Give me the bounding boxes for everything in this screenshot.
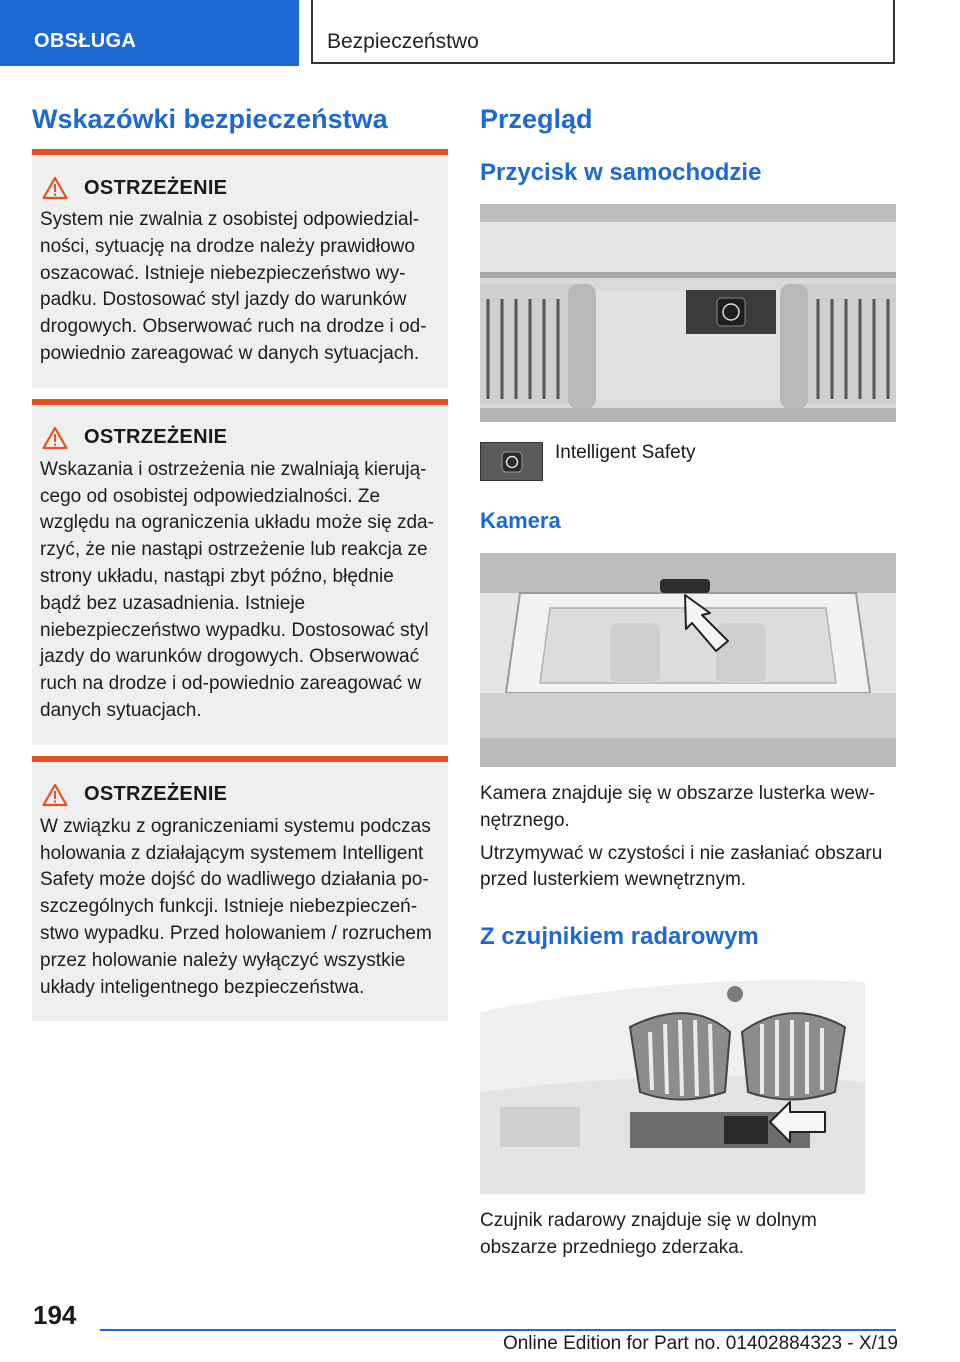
- chapter-label: Bezpieczeństwo: [327, 30, 479, 53]
- camera-heading: Kamera: [480, 508, 561, 533]
- warning-text: Wskazania i ostrzeżenia nie zwalniają kierują-cego od osobistej odpowiedzialności. Ze względu na ograniczenia układu może się zda-rzyć, że nie nastąpi ostrzeżenie lub reakcja ze strony układu, nastąpi zbyt późno, błędnie bądź bez uzasadnienia. Istnieje niebezpieczeństwo wypadku. Dostosować styl jazdy do warunków drogowych. Obserwować ruch na drodze i od-powiednio zareagować w danych sytuacjach.: [40, 458, 434, 721]
- warning-label: OSTRZEŻENIE: [84, 426, 228, 449]
- page-header: [0, 0, 960, 66]
- intelligent-safety-button-icon: [480, 442, 543, 481]
- radar-location-text: Czujnik radarowy znajduje się w dolnym obszarze przedniego zderzaka.: [480, 1210, 817, 1258]
- radar-heading: Z czujnikiem radarowym: [480, 923, 759, 951]
- warning-header: [40, 780, 440, 810]
- camera-care-text: Utrzymywać w czystości i nie zasłaniać obszaru przed lusterkiem wewnętrznym.: [480, 842, 883, 891]
- warning-text: System nie zwalnia z osobistej odpowiedzial-ności, sytuację na drodze należy prawidłowo oszacować. Istnieje niebezpieczeństwo wy-padku. Dostosować styl jazdy do warunków drogowych. Obserwować ruch na drodze i od-powiednio zareagować w danych sytuacjach.: [40, 209, 427, 364]
- warning-header: [40, 173, 440, 203]
- left-column: [32, 100, 448, 1021]
- camera-image: [480, 553, 896, 767]
- warning-triangle-icon: [42, 426, 68, 450]
- section-tab: [0, 0, 299, 66]
- warning-box: [32, 399, 448, 745]
- footer-divider: [100, 1329, 896, 1331]
- warning-triangle-icon: [42, 783, 68, 807]
- camera-location-text: Kamera znajduje się w obszarze lusterka wew-nętrznego.: [480, 783, 875, 831]
- radar-image: [480, 972, 896, 1194]
- warning-triangle-icon: [42, 176, 68, 200]
- page-number: 194: [33, 1300, 77, 1330]
- chapter-frame: [311, 0, 895, 64]
- dashboard-button-image: [480, 204, 896, 422]
- button-heading: Przycisk w samochodzie: [480, 159, 762, 186]
- button-legend: [480, 442, 896, 481]
- section-label: OBSŁUGA: [34, 30, 137, 52]
- warning-label: OSTRZEŻENIE: [84, 783, 228, 806]
- warning-text: W związku z ograniczeniami systemu podczas holowania z działającym systemem Intelligent Safety może dojść do wadliwego działania po-szczególnych funkcji. Istnieje niebezpieczeń-stwo wypadku. Przed holowaniem / rozruchem przez holowanie należy wyłączyć wszystkie układy inteligentnego bezpieczeństwa.: [40, 815, 432, 998]
- right-column: [480, 100, 896, 1262]
- safety-notes-title: Wskazówki bezpieczeństwa: [32, 104, 388, 134]
- warning-box: [32, 756, 448, 1022]
- edition-note: Online Edition for Part no. 01402884323 - X/19: [502, 1333, 898, 1354]
- warning-header: [40, 423, 440, 453]
- legend-label: Intelligent Safety: [555, 442, 696, 463]
- overview-title: Przegląd: [480, 104, 593, 134]
- warning-label: OSTRZEŻENIE: [84, 176, 228, 199]
- warning-box: [32, 149, 448, 388]
